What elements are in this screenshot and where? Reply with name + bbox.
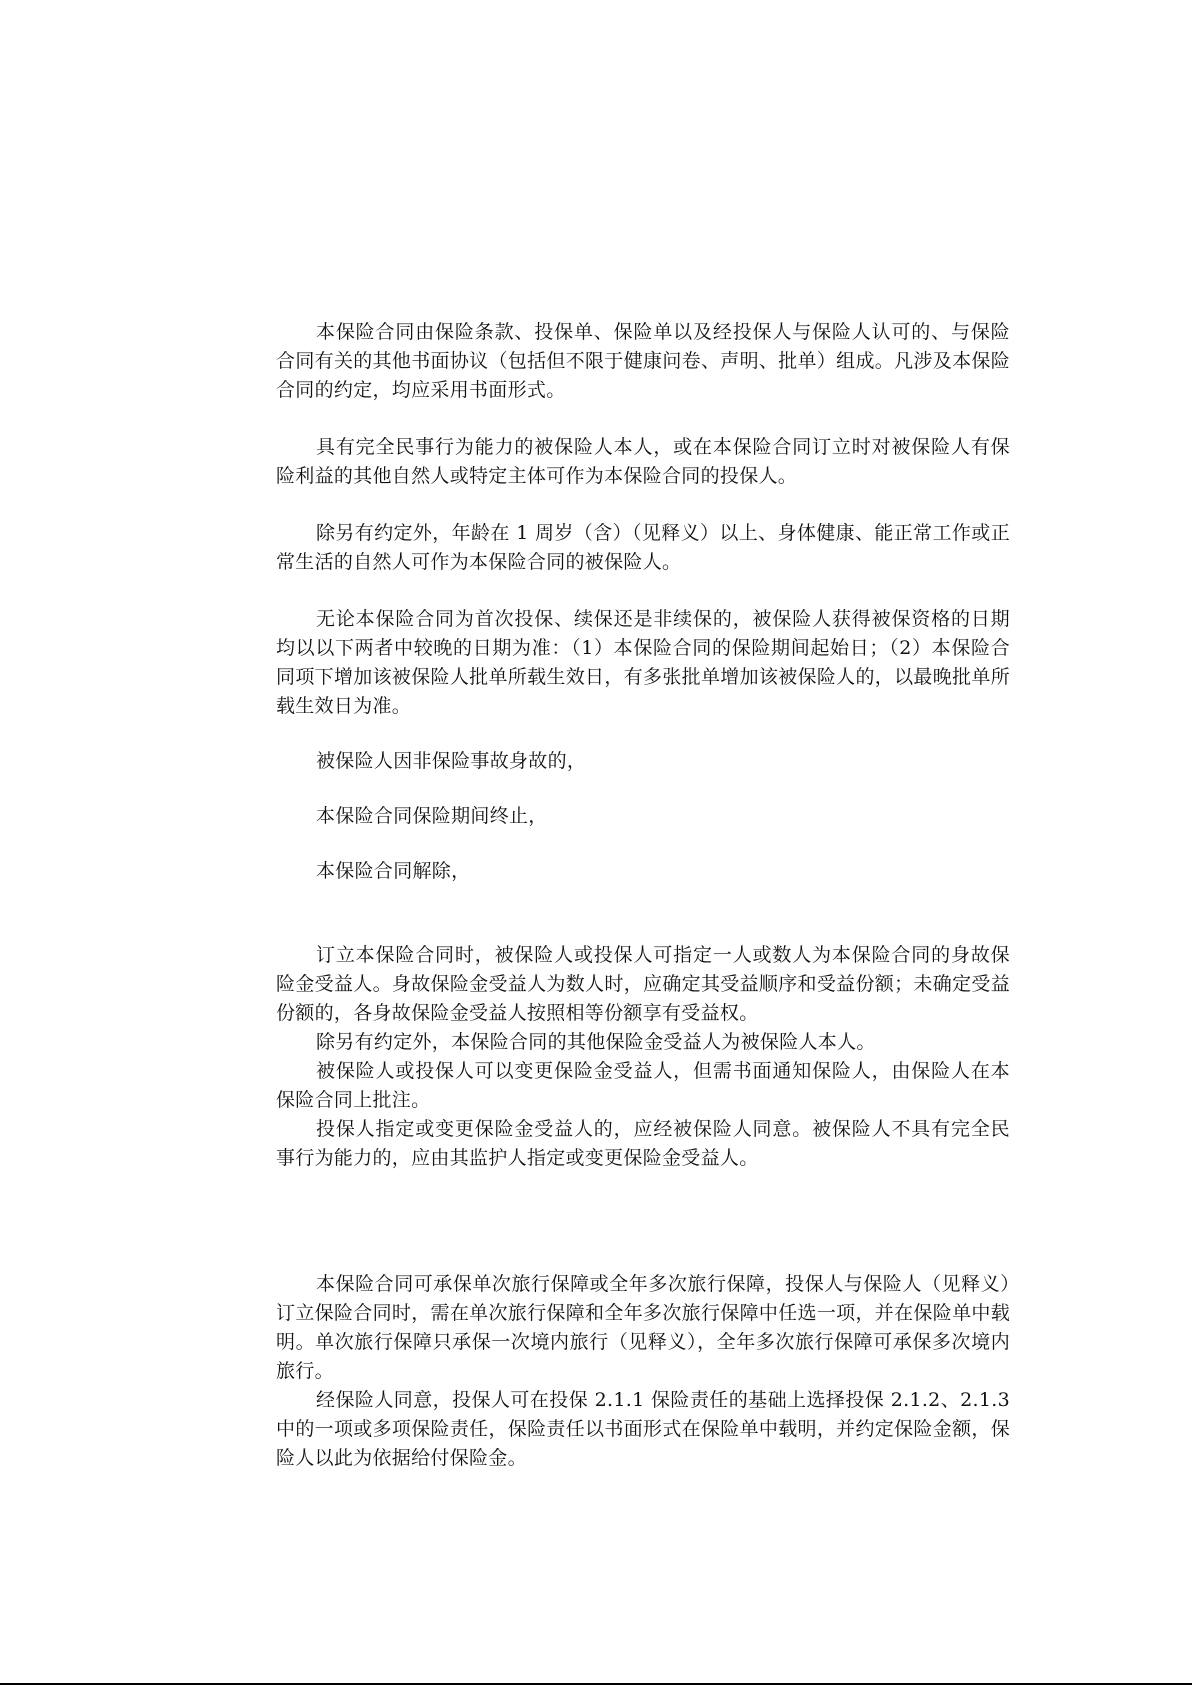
paragraph-other-beneficiary: 除另有约定外，本保险合同的其他保险金受益人为被保险人本人。: [316, 1031, 876, 1053]
paragraph-change-beneficiary: 被保险人或投保人可以变更保险金受益人，但需书面通知保险人，由保险人在本保险合同上批注。: [276, 1060, 1010, 1111]
paragraph-travel-coverage-type: 本保险合同可承保单次旅行保障或全年多次旅行保障，投保人与保险人（见释义）订立保险合同时，需在单次旅行保障和全年多次旅行保障中任选一项，并在保险单中载明。单次旅行保障只承保一次境内旅行（见释义），全年多次旅行保障可承保多次境内旅行。: [276, 1273, 1010, 1382]
paragraph-beneficiary-consent: 投保人指定或变更保险金受益人的，应经被保险人同意。被保险人不具有完全民事行为能力的，应由其监护人指定或变更保险金受益人。: [276, 1118, 1010, 1169]
paragraph-contract-composition: 本保险合同由保险条款、投保单、保险单以及经投保人与保险人认可的、与保险合同有关的其他书面协议（包括但不限于健康问卷、声明、批单）组成。凡涉及本保险合同的约定，均应采用书面形式。: [276, 321, 1010, 401]
section-beneficiary: [276, 941, 1010, 1173]
paragraph-optional-coverage: 经保险人同意，投保人可在投保 2.1.1 保险责任的基础上选择投保 2.1.2、2.1.3 中的一项或多项保险责任，保险责任以书面形式在保险单中载明，并约定保险金额，保险人以此为依据给付保险金。: [276, 1389, 1010, 1469]
paragraph-death-beneficiary: 订立本保险合同时，被保险人或投保人可指定一人或数人为本保险合同的身故保险金受益人。身故保险金受益人为数人时，应确定其受益顺序和受益份额；未确定受益份额的，各身故保险金受益人按照相等份额享有受益权。: [276, 944, 1010, 1024]
paragraph-policyholder-eligibility: 具有完全民事行为能力的被保险人本人，或在本保险合同订立时对被保险人有保险利益的其他自然人或特定主体可作为本保险合同的投保人。: [276, 436, 1010, 487]
paragraph-insured-eligibility: 除另有约定外，年龄在 1 周岁（含）（见释义）以上、身体健康、能正常工作或正常生活的自然人可作为本保险合同的被保险人。: [276, 522, 1010, 573]
paragraph-termination-death: 被保险人因非保险事故身故的，: [316, 750, 587, 772]
paragraph-coverage-start-date: 无论本保险合同为首次投保、续保还是非续保的，被保险人获得被保资格的日期均以以下两者中较晚的日期为准：（1）本保险合同的保险期间起始日；（2）本保险合同项下增加该被保险人批单所载生效日，有多张批单增加该被保险人的，以最晚批单所载生效日为准。: [276, 608, 1010, 717]
paragraph-termination-period-end: 本保险合同保险期间终止，: [316, 805, 548, 827]
paragraph-termination-cancellation: 本保险合同解除，: [316, 860, 471, 882]
section-coverage-options: [276, 1270, 1010, 1473]
